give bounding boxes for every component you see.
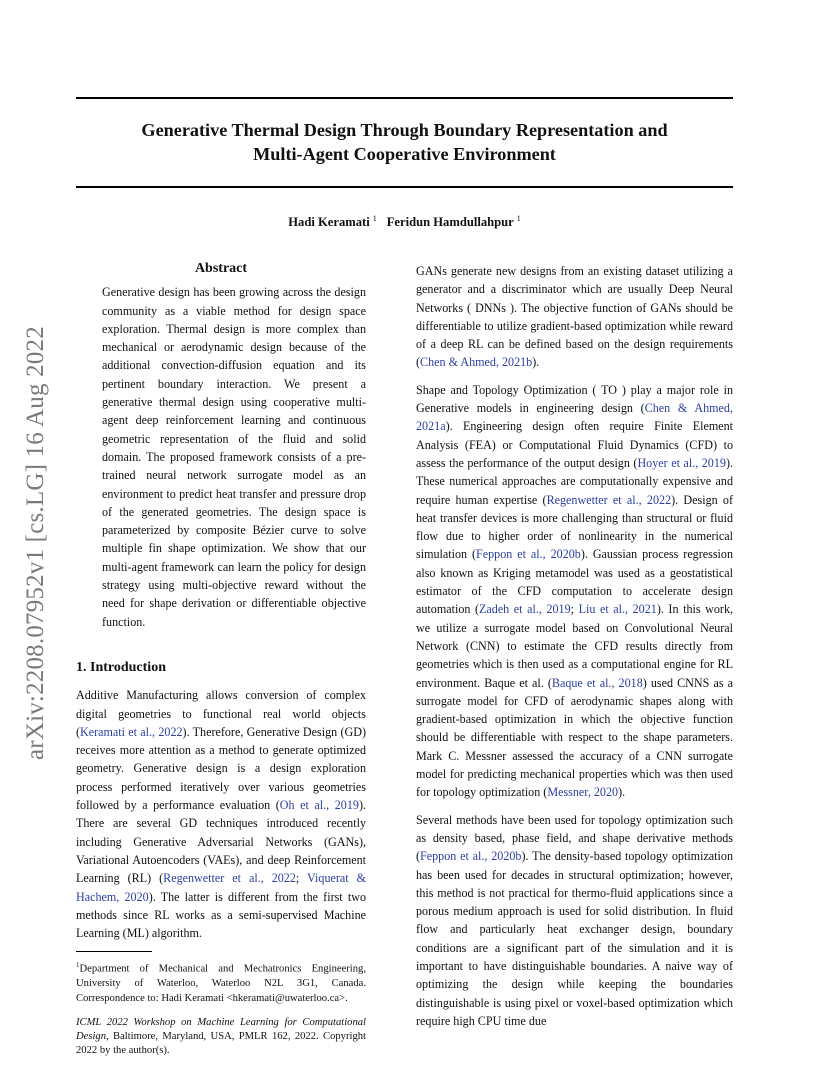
body-paragraph: Several methods have been used for topology optimization such as density based, phase field, and shape derivative methods (Feppon et al., 2020b). The density-based topology optimization has been used for decades in structural optimization; however, this method is not practical for thermo-fluid applications since a porous medium approach is used for solid distribution. In fluid flow and particularly heat exchanger design, boundary conditions are a significant part of the simulation and it is important to have distinguishable boundaries. A naive way of optimizing the design while keeping the boundaries distinguishable is using pixel or voxel-based optimization which require high CPU time due (416, 812, 733, 1028)
left-column (76, 260, 366, 1059)
footnote-mark: 1 (76, 961, 80, 970)
author-name: Feridun Hamdullahpur (386, 215, 514, 229)
citation-link[interactable]: Feppon et al., 2020b (476, 547, 581, 562)
affiliation-mark: 1 (516, 214, 521, 223)
citation-link[interactable]: Liu et al., 2021 (578, 602, 657, 617)
venue-note: ICML 2022 Workshop on Machine Learning for Computational Design, Baltimore, Maryland, USA, PMLR 162, 2022. Copyright 2022 by the author(s). (76, 1016, 366, 1057)
abstract-heading: Abstract (194, 261, 248, 276)
citation-link[interactable]: Oh et al., 2019 (279, 798, 359, 813)
citation-link[interactable]: Chen & Ahmed, 2021b (420, 355, 533, 370)
right-column (416, 262, 733, 1030)
citation-link[interactable]: Baque et al., 2018 (551, 675, 643, 690)
arxiv-identifier: arXiv:2208.07952v1 [cs.LG] 16 Aug 2022 (22, 326, 49, 760)
venue-name: ICML 2022 Workshop on Machine Learning for Computational Design (76, 1016, 366, 1043)
body-paragraph: GANs generate new designs from an existing dataset utilizing a generator and a discriminator which are usually Deep Neural Networks ( DNNs ). The objective function of GANs should be differentiable to utilize gradient-based optimization while reward of a deep RL can be defined based on the design requirements (Chen & Ahmed, 2021b). (416, 264, 733, 370)
title-top-rule (76, 97, 733, 99)
title-line-2: Multi-Agent Cooperative Environment (253, 144, 556, 164)
citation-link[interactable]: Regenwetter et al., 2022 (546, 492, 672, 507)
citation-link[interactable]: Messner, 2020 (547, 785, 619, 800)
affiliation-mark: 1 (372, 214, 377, 223)
citation-link[interactable]: Hoyer et al., 2019 (637, 455, 726, 470)
citation-link[interactable]: Viquerat & Hachem, 2020 (76, 871, 367, 904)
paper-title (76, 118, 733, 166)
citation-link[interactable]: Keramati et al., 2022 (80, 724, 183, 739)
intro-paragraph: Additive Manufacturing allows conversion of complex digital geometries to functional real world objects (Keramati et al., 2022). Therefore, Generative Design (GD) receives more attention as a method to generate optimized geometry. Generative design is a design exploration process performed iteratively over various geometries followed by a performance evaluation (Oh et al., 2019). There are several GD techniques introduced recently including Generative Adversarial Networks (GANs), Variational Autoencoders (VAEs), and deep Reinforcement Learning (RL) (Regenwetter et al., 2022; Viquerat & Hachem, 2020). The latter is different from the first two methods since RL works as a semi-supervised Machine Learning (ML) algorithm. (76, 688, 367, 941)
abstract-text: Generative design has been growing across the design community as a viable method for design space exploration. Thermal design is more complex than mechanical or aerodynamic design because of the additional convection-diffusion equation and its pertinent boundary interaction. We present a generative thermal design using cooperative multi-agent deep reinforcement learning and continuous geometric representation of the fluid and solid domain. The proposed framework consists of a pre-trained neural network surrogate model as an environment to predict heat transfer and pressure drop of the generated geometries. The design space is parameterized by composite Bézier curve to solve multiple fin shape optimization. We show that our multi-agent framework can learn the policy for design strategy using multi-objective reward without the need for shape derivation or differentiable objective function. (102, 285, 366, 629)
footnote-rule (76, 951, 152, 952)
affiliation-footnote: $^1$Department of Mechanical and Mechatronics Engineering, University of Waterloo, Waterloo N2L 3G1, Canada. Correspondence to: Hadi Keramati <hkeramati@uwaterloo.ca>. (76, 961, 366, 1004)
author-name: Hadi Keramati (288, 215, 370, 229)
section-heading-introduction: 1. Introduction (76, 659, 166, 675)
body-paragraph: Shape and Topology Optimization ( TO ) play a major role in Generative models in engineering design (Chen & Ahmed, 2021a). Engineering design often require Finite Element Analysis (FEA) or Computational Fluid Dynamics (CFD) to assess the performance of the output design (Hoyer et al., 2019). These numerical approaches are computationally expensive and require human expertise (Regenwetter et al., 2022). Design of heat transfer devices is more challenging than structural or fluid flow due to higher order of nonlinearity in the numerical simulation (Feppon et al., 2020b). Gaussian process regression also known as Kriging metamodel was used as a geostatistical estimator of the CFD computation to accelerate design automation (Zadeh et al., 2019; Liu et al., 2021). In this work, we utilize a surrogate model based on Convolutional Neural Network (CNN) to estimate the CFD results directly from geometries which is then used as a computational engine for RL environment. Baque et al. (Baque et al., 2018) used CNNS as a surrogate model for CFD of aerodynamic shapes along with gradient-based optimization in which the objective function should be differentiable with respect to the shape parameters. Mark C. Messner assessed the accuracy of a CNN surrogate model for predicting mechanical properties which was then used for topology optimization (Messner, 2020). (416, 382, 734, 800)
citation-link[interactable]: Feppon et al., 2020b (420, 849, 522, 864)
citation-link[interactable]: Chen & Ahmed, 2021a (416, 401, 733, 434)
citation-link[interactable]: Zadeh et al., 2019 (479, 602, 571, 617)
author-list (76, 214, 733, 230)
title-line-1: Generative Thermal Design Through Boundary Representation and (141, 120, 668, 140)
title-bottom-rule (76, 186, 733, 188)
citation-link[interactable]: Regenwetter et al., 2022 (163, 871, 296, 886)
